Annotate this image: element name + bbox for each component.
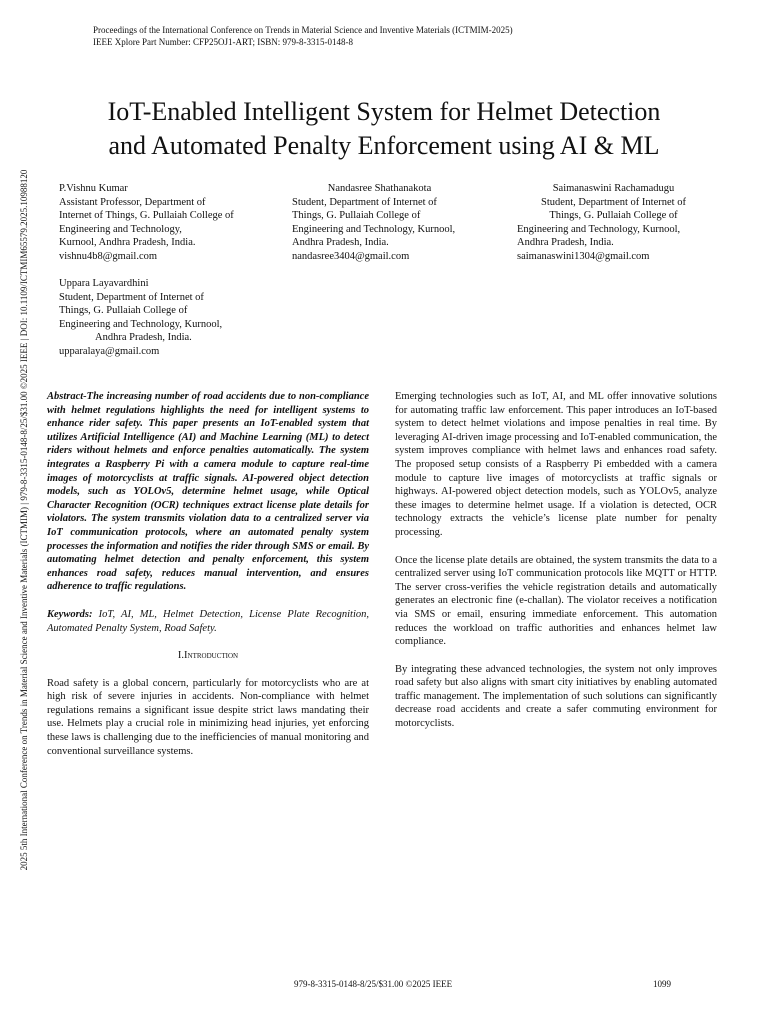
conference-header xyxy=(93,24,513,48)
side-doi-text: 2025 5th International Conference on Trends in Material Science and Inventive Materials (ICTMIM) | 979-8-3315-0148-8/25/$31.00 ©2025 IEEE | DOI: 10.1109/ICTMIM65579.2025.10988120 xyxy=(19,169,29,871)
author-affiliation-line: Engineering and Technology, Kurnool, xyxy=(59,318,223,330)
keywords xyxy=(47,608,369,635)
keywords-text: IoT, AI, ML, Helmet Detection, License Plate Recognition, Automated Penalty System, Road Safety. xyxy=(47,608,369,634)
section-title: Introduction xyxy=(184,650,239,662)
intro-paragraph-2: Emerging technologies such as IoT, AI, and ML offer innovative solutions for automating traffic law enforcement. This paper introduces an IoT-based system to detect helmet violations and impose penalties in real time. By leveraging AI-driven image processing and IoT-enabled communication, the system improves compliance with helmet laws and enhances road safety. The proposed setup consists of a Raspberry Pi embedded with a camera module to capture live images of motorcyclists at traffic signals or highways. AI-powered object detection models, such as YOLOv5, analyze these images to determine helmet usage. If a violation is detected, OCR technology extracts the vehicle’s license plate number for penalty processing. xyxy=(395,391,717,538)
author-1 xyxy=(59,182,269,263)
author-affiliation-line: Engineering and Technology, Kurnool, xyxy=(517,223,681,235)
author-4 xyxy=(59,277,269,358)
keywords-label: Keywords: xyxy=(47,608,93,620)
author-affiliation-line: Assistant Professor, Department of xyxy=(59,196,206,208)
title-line-2: and Automated Penalty Enforcement using AI & ML xyxy=(108,131,660,160)
author-name: Nandasree Shathanakota xyxy=(327,183,432,194)
page-number: 1099 xyxy=(653,979,671,989)
title-line-1: IoT-Enabled Intelligent System for Helmet Detection xyxy=(107,97,661,126)
header-line-1: Proceedings of the International Conference on Trends in Material Science and Inventive Materials (ICTMIM-2025) xyxy=(93,25,513,35)
right-column xyxy=(395,390,717,745)
intro-paragraph-1: Road safety is a global concern, particularly for motorcyclists who are at high risk of severe injuries in accidents. Non-compliance with helmet regulations remains a significant issue despite strict laws mandating their use. Helmets play a crucial role in minimizing head injuries, yet enforcing these laws is challenging due to the inefficiencies of manual monitoring and conventional surveillance systems. xyxy=(47,677,369,757)
footer-copyright: 979-8-3315-0148-8/25/$31.00 ©2025 IEEE xyxy=(294,979,453,989)
author-affiliation-line: Engineering and Technology, Kurnool, xyxy=(292,223,456,235)
intro-paragraph-3: Once the license plate details are obtained, the system transmits the data to a centralized server using IoT communication protocols like MQTT or HTTP. The server cross-verifies the vehicle registration details and automatically generates an electronic fine (e-challan). The violator receives a notification via SMS or email, ensuring immediate enforcement. This automation reduces the workload on traffic authorities and enhances helmet law compliance. xyxy=(395,554,717,648)
author-affiliation-line: Things, G. Pullaiah College of xyxy=(59,305,188,316)
author-affiliation-line: Engineering and Technology, xyxy=(59,223,182,235)
author-affiliation-line: Student, Department of Internet of xyxy=(541,196,686,208)
paper-title xyxy=(30,95,738,163)
section-heading-introduction xyxy=(47,649,369,663)
author-name: Saimanaswini Rachamadugu xyxy=(552,183,675,194)
author-email: saimanaswini1304@gmail.com xyxy=(517,250,650,262)
author-affiliation-line: Things, G. Pullaiah College of xyxy=(292,210,421,221)
author-affiliation-line: Andhra Pradesh, India. xyxy=(292,237,389,248)
left-column xyxy=(47,390,369,772)
abstract: Abstract-The increasing number of road accidents due to non-compliance with helmet regulations highlights the need for intelligent systems to enhance rider safety. This paper presents an IoT-enabled system that utilizes Artificial Intelligence (AI) and Machine Learning (ML) to detect riders without helmets and enforce penalties automatically. The system integrates a Raspberry Pi with a camera module to capture real-time images of motorcyclists at traffic signals. AI-powered object detection models, such as YOLOv5, determine helmet usage, while Optical Character Recognition (OCR) techniques extract license plate details for violators. The system transmits violation data to a centralized server via IoT communication protocols, where an automated penalty system processes the information and notifies the rider through SMS or email. By automating helmet detection and penalty enforcement, this system enhances road safety, reduces manual intervention, and ensures adherence to traffic regulations. xyxy=(47,391,369,593)
intro-paragraph-4: By integrating these advanced technologies, the system not only improves road safety but also aligns with smart city initiatives by enabling automated traffic management. The implementation of such solutions can significantly decrease road accidents and create a safer commuting environment for motorcyclists. xyxy=(395,663,717,730)
author-affiliation-line: Internet of Things, G. Pullaiah College of xyxy=(59,210,234,221)
author-affiliation-line: Student, Department of Internet of xyxy=(292,196,437,208)
author-affiliation-line: Andhra Pradesh, India. xyxy=(95,332,192,343)
author-name: P.Vishnu Kumar xyxy=(59,183,128,194)
author-affiliation-line: Andhra Pradesh, India. xyxy=(517,237,614,248)
author-3 xyxy=(517,182,717,263)
header-line-2: IEEE Xplore Part Number: CFP25OJ1-ART; ISBN: 979-8-3315-0148-8 xyxy=(93,37,353,47)
author-affiliation-line: Kurnool, Andhra Pradesh, India. xyxy=(59,237,196,248)
author-affiliation-line: Student, Department of Internet of xyxy=(59,291,204,303)
author-email: vishnu4b8@gmail.com xyxy=(59,250,158,262)
author-name: Uppara Layavardhini xyxy=(59,278,149,289)
author-email: upparalaya@gmail.com xyxy=(59,345,160,357)
author-2 xyxy=(292,182,492,263)
author-affiliation-line: Things, G. Pullaiah College of xyxy=(549,210,678,221)
author-email: nandasree3404@gmail.com xyxy=(292,250,410,262)
section-number: I. xyxy=(177,650,185,662)
